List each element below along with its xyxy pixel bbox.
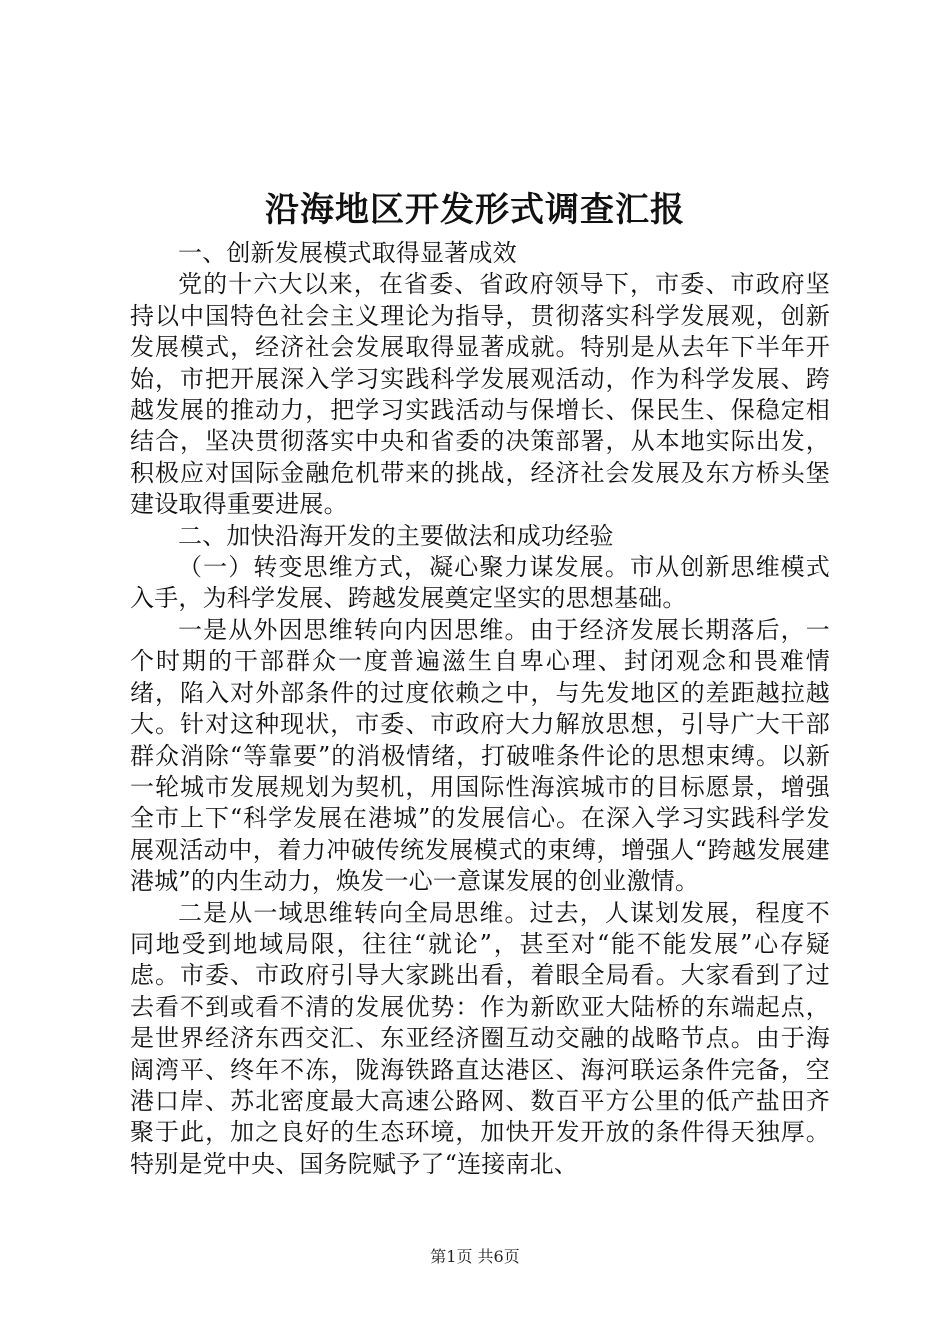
page-footer: 第1页 共6页: [430, 1247, 520, 1266]
section-heading-2: 二、加快沿海开发的主要做法和成功经验: [178, 521, 614, 550]
subsection-paragraph: （一）转变思维方式，凝心聚力谋发展。市从创新思维模式入手，为科学发展、跨越发展奠定坚实的思想基础。: [130, 553, 830, 613]
document-body: [130, 238, 830, 1180]
body-paragraph: 二是从一域思维转向全局思维。过去，人谋划发展，程度不同地受到地域局限，往往“就论”，甚至对“能不能发展”心存疑虑。市委、市政府引导大家跳出看，着眼全局看。大家看到了过去看不到或看不清的发展优势：作为新欧亚大陆桥的东端起点，是世界经济东西交汇、东亚经济圈互动交融的战略节点。由于海阔湾平、终年不冻，陇海铁路直达港区、海河联运条件完备，空港口岸、苏北密度最大高速公路网、数百平方公里的低产盐田齐聚于此，加之良好的生态环境，加快开发开放的条件得天独厚。特别是党中央、国务院赋予了“连接南北、: [130, 898, 830, 1178]
document-title: 沿海地区开发形式调查汇报: [265, 190, 685, 230]
body-paragraph: 党的十六大以来，在省委、省政府领导下，市委、市政府坚持以中国特色社会主义理论为指导，贯彻落实科学发展观，创新发展模式，经济社会发展取得显著成就。特别是从去年下半年开始，市把开展深入学习实践科学发展观活动，作为科学发展、跨越发展的推动力，把学习实践活动与保增长、保民生、保稳定相结合，坚决贯彻落实中央和省委的决策部署，从本地实际出发，积极应对国际金融危机带来的挑战，经济社会发展及东方桥头堡建设取得重要进展。: [130, 270, 830, 519]
body-paragraph: 一是从外因思维转向内因思维。由于经济发展长期落后，一个时期的干部群众一度普遍滋生自卑心理、封闭观念和畏难情绪，陷入对外部条件的过度依赖之中，与先发地区的差距越拉越大。针对这种现状，市委、市政府大力解放思想，引导广大干部群众消除“等靠要”的消极情绪，打破唯条件论的思想束缚。以新一轮城市发展规划为契机，用国际性海滨城市的目标愿景，增强全市上下“科学发展在港城”的发展信心。在深入学习实践科学发展观活动中，着力冲破传统发展模式的束缚，增强人“跨越发展建港城”的内生动力，焕发一心一意谋发展的创业激情。: [130, 615, 830, 896]
section-heading-1: 一、创新发展模式取得显著成效: [178, 239, 517, 267]
